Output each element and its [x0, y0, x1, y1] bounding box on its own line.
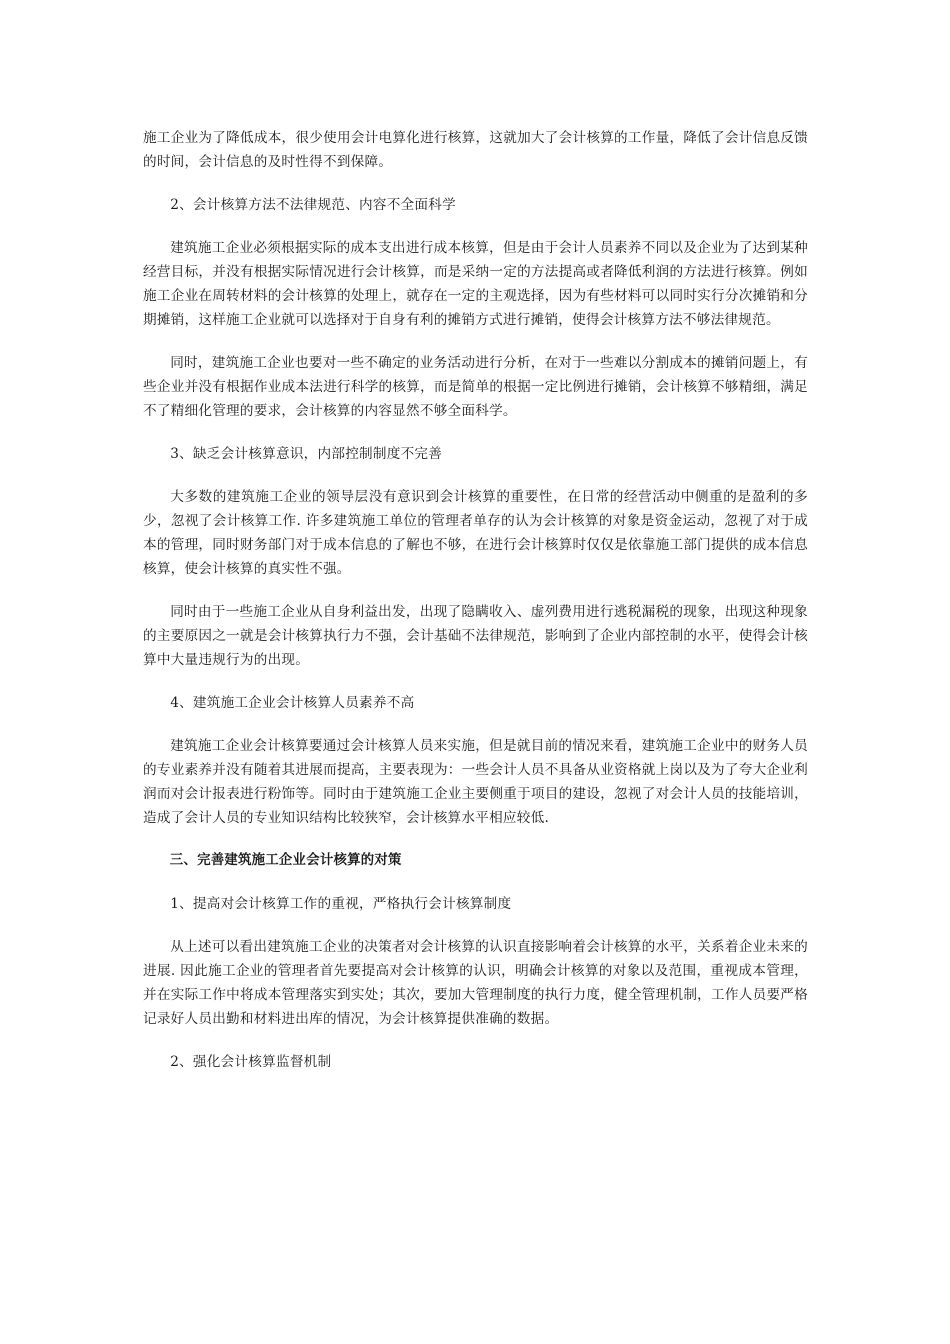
paragraph-continuation: 施工企业为了降低成本，很少使用会计电算化进行核算，这就加大了会计核算的工作量，降低了会计信息反馈的时间，会计信息的及时性得不到保障。: [143, 130, 808, 170]
document-body: [143, 126, 808, 1093]
paragraph: 同时，建筑施工企业也要对一些不确定的业务活动进行分析，在对于一些难以分割成本的摊销问题上，有些企业并没有根据作业成本法进行科学的核算，而是简单的根据一定比例进行摊销，会计核算不够精细，满足不了精细化管理的要求，会计核算的内容显然不够全面科学。: [143, 355, 808, 419]
subheading-1: 1、提高对会计核算工作的重视，严格执行会计核算制度: [170, 896, 512, 912]
paragraph: 建筑施工企业会计核算要通过会计核算人员来实施，但是就目前的情况来看，建筑施工企业中的财务人员的专业素养并没有随着其进展而提高，主要表现为：一些会计人员不具备从业资格就上岗以及为了夸大企业利润而对会计报表进行粉饰等。同时由于建筑施工企业主要侧重于项目的建设，忽视了对会计人员的技能培训，造成了会计人员的专业知识结构比较狭窄，会计核算水平相应较低.: [143, 738, 808, 826]
paragraph: 建筑施工企业必须根据实际的成本支出进行成本核算，但是由于会计人员素养不同以及企业为了达到某种经营目标，并没有根据实际情况进行会计核算，而是采纳一定的方法提高或者降低利润的方法进行核算。例如施工企业在周转材料的会计核算的处理上，就存在一定的主观选择，因为有些材料可以同时实行分次摊销和分期摊销，这样施工企业就可以选择对于自身有利的摊销方式进行摊销，使得会计核算方法不够法律规范。: [143, 240, 808, 328]
subheading-2b: 2、强化会计核算监督机制: [170, 1054, 332, 1070]
subheading-3: 3、缺乏会计核算意识，内部控制制度不完善: [170, 446, 443, 462]
section-heading-3: 三、完善建筑施工企业会计核算的对策: [169, 853, 402, 868]
paragraph: 同时由于一些施工企业从自身利益出发，出现了隐瞒收入、虚列费用进行逃税漏税的现象，出现这种现象的主要原因之一就是会计核算执行力不强，会计基础不法律规范，影响到了企业内部控制的水平，使得会计核算中大量违规行为的出现。: [143, 604, 808, 668]
paragraph: 从上述可以看出建筑施工企业的决策者对会计核算的认识直接影响着会计核算的水平，关系着企业未来的进展. 因此施工企业的管理者首先要提高对会计核算的认识，明确会计核算的对象以及范围，重视成本管理，并在实际工作中将成本管理落实到实处；其次，要加大管理制度的执行力度，健全管理机制，工作人员要严格记录好人员出勤和材料进出库的情况，为会计核算提供准确的数据。: [143, 939, 808, 1027]
subheading-2: 2、会计核算方法不法律规范、内容不全面科学: [170, 197, 456, 213]
paragraph: 大多数的建筑施工企业的领导层没有意识到会计核算的重要性，在日常的经营活动中侧重的是盈利的多少，忽视了会计核算工作. 许多建筑施工单位的管理者单存的认为会计核算的对象是资金运动，忽视了对于成本的管理，同时财务部门对于成本信息的了解也不够，在进行会计核算时仅仅是依靠施工部门提供的成本信息核算，使会计核算的真实性不强。: [143, 489, 808, 577]
subheading-4: 4、建筑施工企业会计核算人员素养不高: [170, 695, 415, 711]
